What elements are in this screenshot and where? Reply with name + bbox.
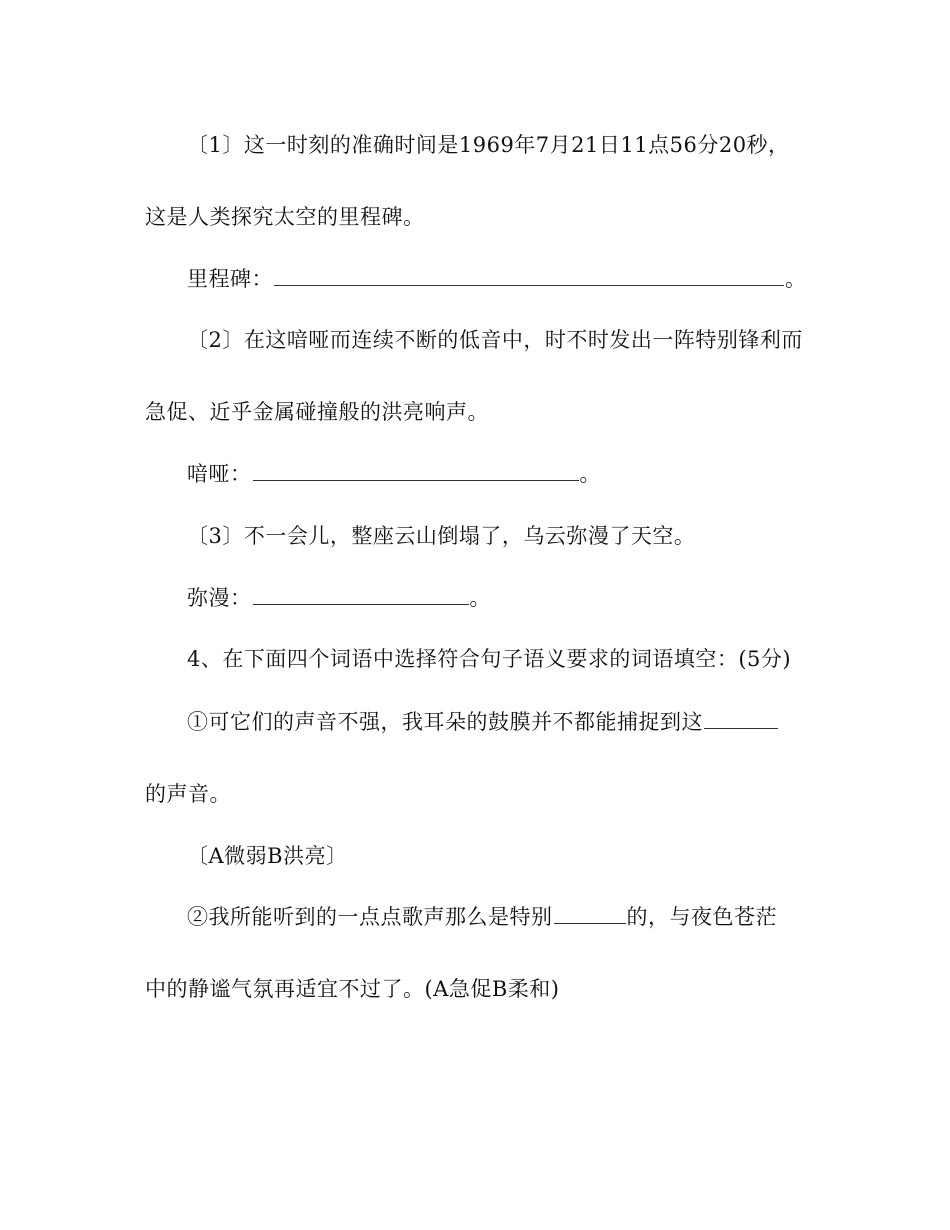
item-2-blank[interactable] [554, 905, 626, 924]
answer-blank-milestone[interactable] [274, 267, 784, 286]
item-2-text-end: 的，与夜色苍茫 [626, 905, 777, 929]
question-3-line-1: 〔3〕不一会儿，整座云山倒塌了，乌云弥漫了天空。 [187, 524, 696, 548]
question-3-answer [187, 584, 491, 612]
item-2-line-2: 中的静谧气氛再适宜不过了。(A急促B柔和) [145, 977, 560, 1001]
answer-end-mark: 。 [579, 462, 601, 486]
question-1-line-2: 这是人类探究太空的里程碑。 [145, 205, 425, 229]
answer-end-mark: 。 [469, 586, 491, 610]
section-4-title: 4、在下面四个词语中选择符合句子语义要求的词语填空：(5分) [187, 647, 792, 671]
question-1-line-1: 〔1〕这一时刻的准确时间是1969年7月21日11点56分20秒， [187, 133, 790, 157]
answer-blank-hoarse[interactable] [253, 462, 579, 481]
answer-blank-permeate[interactable] [253, 586, 469, 605]
item-1-text: ①可它们的声音不强，我耳朵的鼓膜并不都能捕捉到这 [187, 710, 703, 734]
answer-label-permeate: 弥漫： [187, 586, 252, 610]
item-2-line-1 [187, 903, 777, 931]
item-1-line-1 [187, 708, 779, 736]
item-1-blank[interactable] [704, 710, 778, 729]
item-2-text-start: ②我所能听到的一点点歌声那么是特别 [187, 905, 553, 929]
question-2-line-2: 急促、近乎金属碰撞般的洪亮响声。 [145, 400, 489, 424]
item-1-line-2: 的声音。 [145, 782, 231, 806]
question-1-answer [187, 265, 807, 293]
answer-label-hoarse: 喑哑： [187, 462, 252, 486]
question-2-answer [187, 460, 601, 488]
answer-label-milestone: 里程碑： [187, 267, 273, 291]
item-1-options: 〔A微弱B洪亮〕 [187, 844, 348, 868]
answer-end-mark: 。 [785, 267, 807, 291]
question-2-line-1: 〔2〕在这喑哑而连续不断的低音中，时不时发出一阵特别锋利而 [187, 328, 803, 352]
